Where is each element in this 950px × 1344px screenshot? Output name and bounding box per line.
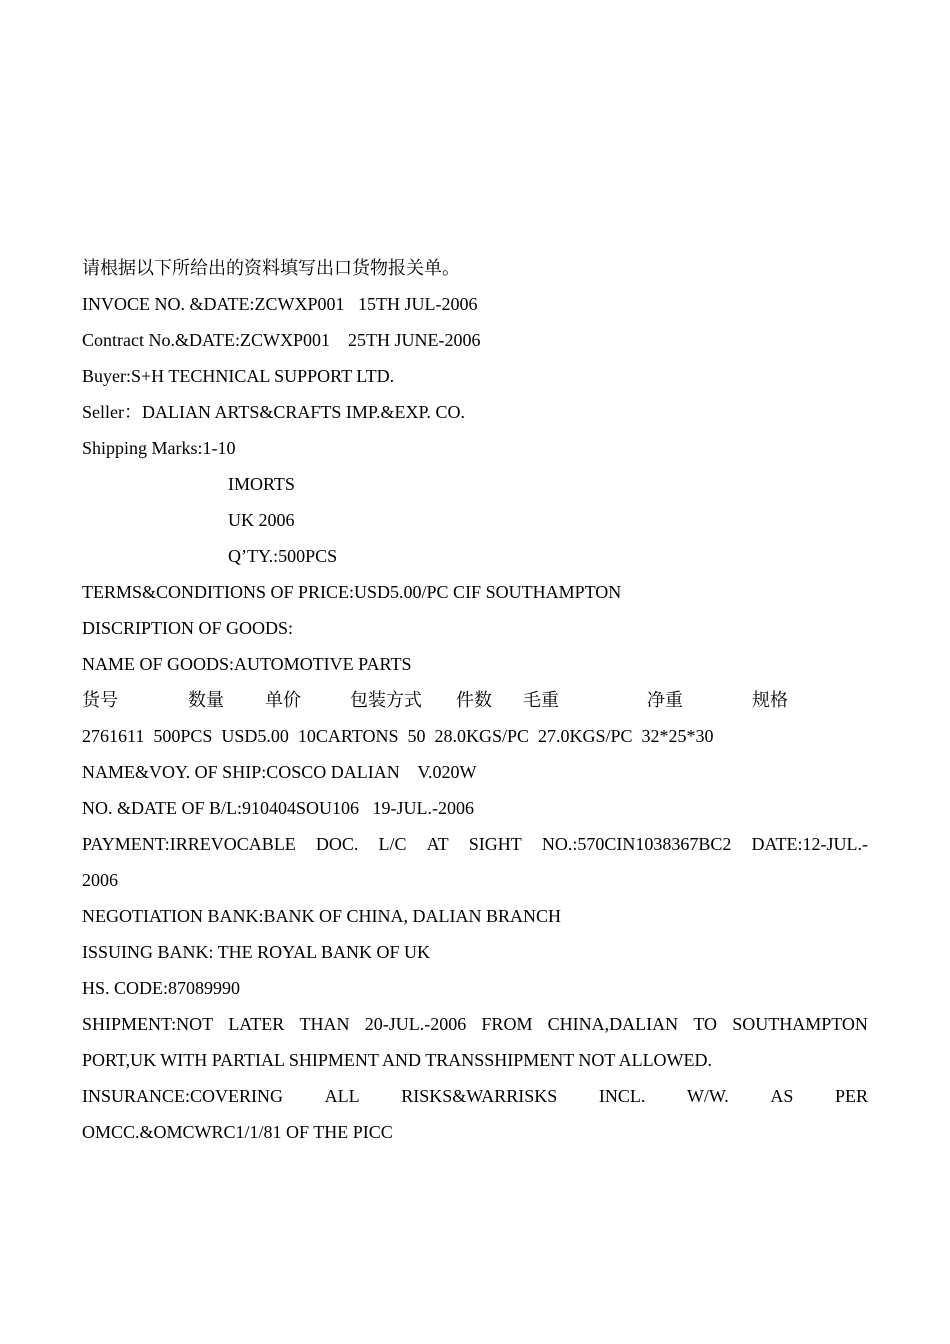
table-header-cell: 规格 (752, 690, 788, 710)
shipping-mark-line: UK 2006 (228, 510, 295, 530)
buyer-line: Buyer:S+H TECHNICAL SUPPORT LTD. (82, 366, 395, 386)
shipment-word: THAN (299, 1014, 350, 1034)
insurance-continuation: OMCC.&OMCWRC1/1/81 OF THE PICC (82, 1122, 393, 1142)
payment-continuation: 2006 (82, 870, 118, 890)
bl-line: NO. &DATE OF B/L:910404SOU106 19-JUL.-2006 (82, 798, 475, 818)
payment-word: PAYMENT:IRREVOCABLE (82, 834, 296, 854)
shipping-marks-label: Shipping Marks:1-10 (82, 438, 236, 458)
goods-name-line: NAME OF GOODS:AUTOMOTIVE PARTS (82, 654, 412, 674)
table-header-cell: 单价 (265, 690, 301, 710)
insurance-line (82, 1078, 868, 1114)
shipment-continuation: PORT,UK WITH PARTIAL SHIPMENT AND TRANSSHIPMENT NOT ALLOWED. (82, 1050, 713, 1070)
shipment-word: SHIPMENT:NOT (82, 1014, 214, 1034)
table-header-cell: 包装方式 (350, 690, 422, 710)
contract-line: Contract No.&DATE:ZCWXP001 25TH JUNE-2006 (82, 330, 481, 350)
shipment-word: LATER (228, 1014, 285, 1034)
payment-word: L/C (378, 834, 407, 854)
shipping-mark-line: IMORTS (228, 474, 295, 494)
shipment-word: 20-JUL.-2006 (364, 1014, 467, 1034)
insurance-word: AS (770, 1086, 794, 1106)
shipment-word: CHINA,DALIAN (547, 1014, 679, 1034)
shipment-word: SOUTHAMPTON (732, 1014, 868, 1034)
payment-word: AT (426, 834, 449, 854)
description-line: DISCRIPTION OF GOODS: (82, 618, 294, 638)
table-header-cell: 件数 (456, 690, 492, 710)
shipment-word: FROM (481, 1014, 533, 1034)
payment-word: DOC. (315, 834, 359, 854)
table-header-cell: 货号 (82, 690, 118, 710)
shipment-line (82, 1006, 868, 1042)
shipment-word: TO (693, 1014, 718, 1034)
goods-table-row: 2761611 500PCS USD5.00 10CARTONS 50 28.0KGS/PC 27.0KGS/PC 32*25*30 (82, 726, 714, 746)
insurance-word: RISKS&WARRISKS (401, 1086, 558, 1106)
document-body (82, 250, 868, 1150)
table-header-cell: 数量 (188, 690, 224, 710)
payment-word: NO.:570CIN1038367BC2 (541, 834, 732, 854)
issuing-bank-line: ISSUING BANK: THE ROYAL BANK OF UK (82, 942, 431, 962)
insurance-word: W/W. (686, 1086, 729, 1106)
payment-word: DATE:12-JUL.- (751, 834, 868, 854)
payment-line (82, 826, 868, 862)
seller-line: Seller：DALIAN ARTS&CRAFTS IMP.&EXP. CO. (82, 402, 465, 422)
goods-table-header (82, 682, 868, 718)
insurance-word: ALL (324, 1086, 360, 1106)
insurance-word: INSURANCE:COVERING (82, 1086, 284, 1106)
ship-line: NAME&VOY. OF SHIP:COSCO DALIAN V.020W (82, 762, 477, 782)
shipping-mark-line: Q’TY.:500PCS (228, 546, 338, 566)
invoice-line: INVOCE NO. &DATE:ZCWXP001 15TH JUL-2006 (82, 294, 478, 314)
table-header-cell: 毛重 (523, 690, 559, 710)
terms-line: TERMS&CONDITIONS OF PRICE:USD5.00/PC CIF SOUTHAMPTON (82, 582, 622, 602)
table-header-cell: 净重 (647, 690, 683, 710)
payment-word: SIGHT (468, 834, 522, 854)
hs-code-line: HS. CODE:87089990 (82, 978, 241, 998)
negotiation-bank-line: NEGOTIATION BANK:BANK OF CHINA, DALIAN BRANCH (82, 906, 561, 926)
intro-line: 请根据以下所给出的资料填写出口货物报关单。 (82, 258, 460, 278)
insurance-word: INCL. (598, 1086, 646, 1106)
insurance-word: PER (834, 1086, 868, 1106)
